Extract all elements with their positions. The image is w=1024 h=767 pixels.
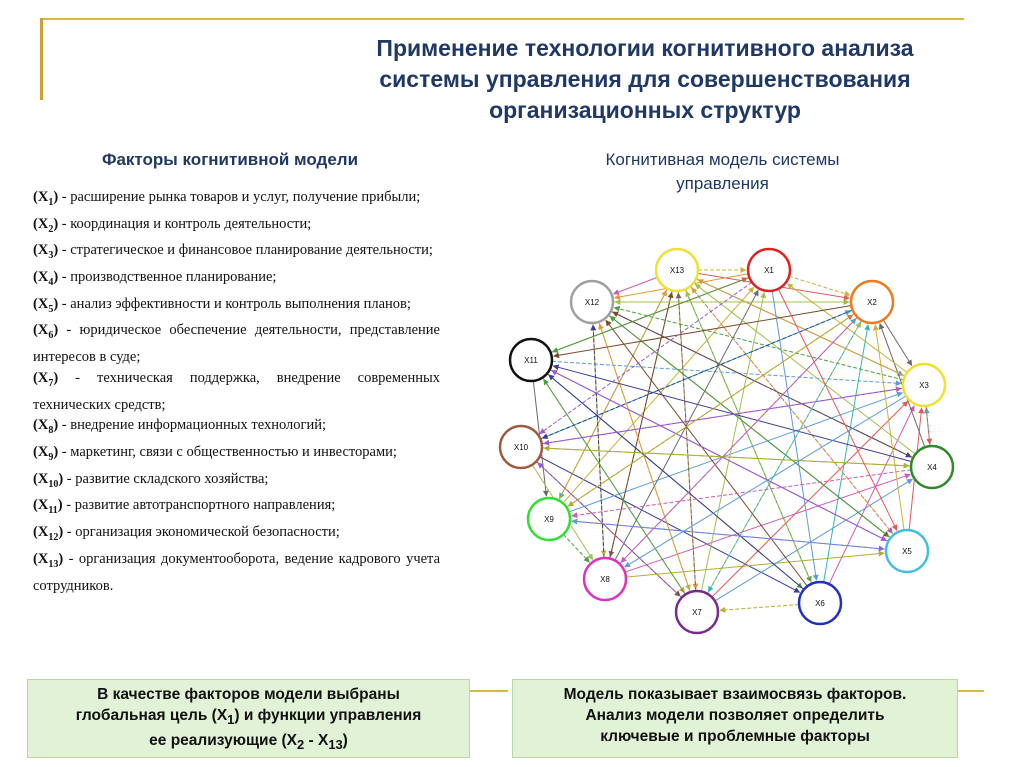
box-left-line-3-sub2: 13 — [328, 737, 343, 753]
model-heading-line-2: управления — [676, 174, 769, 193]
box-right-line-3: ключевые и проблемные факторы — [600, 728, 870, 745]
graph-edge — [789, 276, 850, 295]
factor-text: - техническая поддержка, внедрение современных технических средств; — [33, 369, 440, 413]
graph-node-label: X9 — [544, 515, 554, 524]
graph-edge — [552, 361, 901, 383]
graph-nodes — [500, 249, 953, 633]
factor-id: $(X_{10})$ — [33, 470, 64, 490]
graph-node-label: X4 — [927, 463, 937, 472]
box-left-line-1: В качестве факторов модели выбраны — [97, 686, 400, 703]
factor-text: - юридическое обеспечение деятельности, представление интересов в суде; — [33, 322, 440, 366]
graph-node-label: X3 — [919, 381, 929, 390]
graph-edge — [720, 605, 799, 611]
factor-id: $(X_4)$ — [33, 269, 59, 288]
factor-text: - стратегическое и финансовое планирование деятельности; — [58, 242, 433, 259]
factor-id: $(X_{12})$ — [33, 524, 64, 544]
factor-text: - развитие автотранспортного направления; — [62, 497, 336, 514]
graph-edge — [883, 320, 912, 366]
factor-id: $(X_7)$ — [33, 369, 59, 389]
conclusion-box-left — [27, 679, 470, 758]
graph-edge — [599, 324, 690, 592]
factor-id: $(X_3)$ — [33, 242, 59, 262]
box-left-line-2-a: глобальная цель (X — [75, 707, 228, 724]
factor-id: $(X_2)$ — [33, 215, 59, 235]
factor-text: - внедрение информационных технологий; — [58, 417, 326, 434]
box-left-line-2-sub: 1 — [227, 712, 235, 728]
graph-node-label: X13 — [669, 266, 685, 275]
graph-node-label: X10 — [513, 443, 529, 452]
factor-text: - развитие складского хозяйства; — [63, 470, 269, 487]
box-left-line-3-sub1: 2 — [297, 737, 305, 753]
graph-node-label: X7 — [692, 608, 702, 617]
graph-edge — [621, 317, 857, 562]
conclusion-box-right — [512, 679, 958, 758]
factor-text: - координация и контроль деятельности; — [58, 215, 312, 232]
graph-node-label: X2 — [867, 298, 877, 307]
box-left-line-3-mid: - X — [304, 732, 329, 750]
factor-text: - организация документооборота, ведение кадрового учета сотрудников. — [33, 550, 440, 594]
factors-heading: Факторы когнитивной модели — [101, 150, 359, 169]
factor-id: $(X_5)$ — [33, 295, 59, 315]
factor-id: $(X_1)$ — [33, 189, 59, 208]
graph-edge — [626, 553, 884, 577]
box-left-line-3 — [28, 730, 469, 755]
graph-node-label: X6 — [815, 599, 825, 608]
box-left-line-3-b: ) — [342, 732, 348, 750]
box-right-line-1: Модель показывает взаимосвязь факторов. — [563, 686, 907, 703]
graph-edge — [625, 396, 906, 567]
factor-text: - маркетинг, связи с общественностью и инвесторами; — [58, 444, 397, 461]
graph-node-label: X8 — [600, 575, 610, 584]
factor-id: $(X_{13})$ — [33, 550, 64, 570]
model-heading-line-1: Когнитивная модель системы — [605, 150, 840, 169]
graph-edge — [549, 375, 804, 590]
box-right-line-2: Анализ модели позволяет определить — [585, 707, 885, 724]
title-line-3: организационных структур — [489, 97, 801, 123]
box-left-line-2-b: ) и функции управления — [234, 707, 422, 724]
graph-node-label: X1 — [764, 266, 774, 275]
graph-node-label: X11 — [524, 356, 538, 365]
title-line-1: Применение технологии когнитивного анализа — [376, 35, 914, 61]
graph-edge — [559, 290, 667, 500]
factor-id: $(X_{11})$ — [33, 497, 63, 517]
factor-id: $(X_6)$ — [33, 322, 59, 342]
factor-id: $(X_8)$ — [33, 417, 59, 437]
factor-text: - организация экономической безопасности; — [63, 524, 340, 541]
title-line-2: системы управления для совершенствования — [379, 66, 911, 92]
graph-node-label: X12 — [584, 298, 600, 307]
factor-text: - анализ эффективности и контроль выполнения планов; — [58, 295, 411, 312]
factor-id: $(X_9)$ — [33, 444, 59, 463]
factor-text: - производственное планирование; — [58, 269, 277, 286]
graph-node-label: X5 — [902, 547, 912, 556]
box-left-line-3-a: ее реализующие (X — [149, 732, 297, 750]
box-left-line-2 — [28, 705, 469, 730]
factor-text: - расширение рынка товаров и услуг, получение прибыли; — [58, 189, 421, 205]
